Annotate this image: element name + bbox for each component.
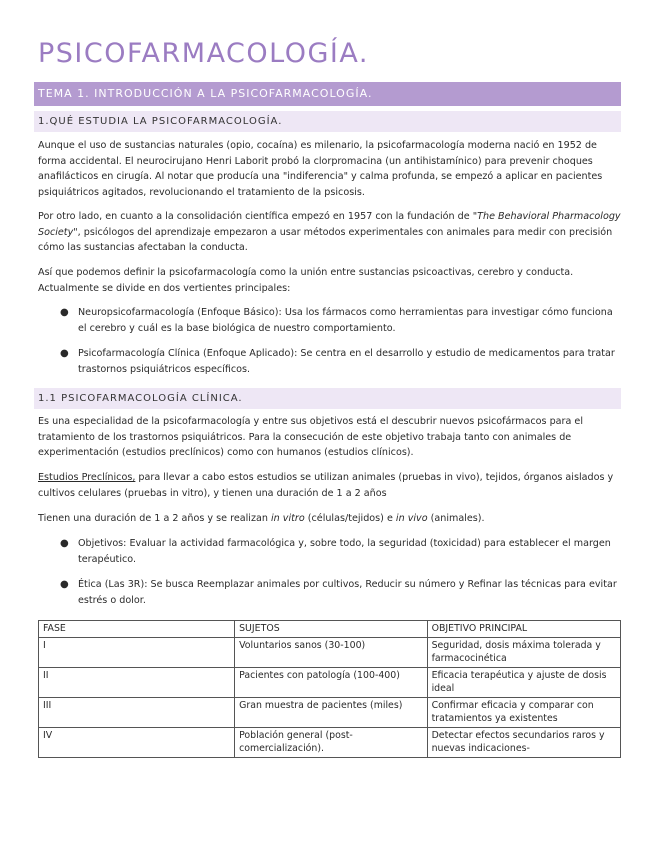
tema-heading: TEMA 1. INTRODUCCIÓN A LA PSICOFARMACOLOGÍA. [34, 82, 621, 106]
preclinical-text: para llevar a cabo estos estudios se utilizan animales (pruebas in vivo), tejidos, órganos aislados y cultivos celulares (pruebas in vitro), y tienen una duración de 1 a 2 años [38, 472, 614, 499]
table-row [39, 698, 621, 728]
table-row [39, 728, 621, 758]
preclinical-term: Estudios Preclínicos, [38, 472, 136, 483]
bullet-item [60, 536, 618, 567]
document-title: PSICOFARMACOLOGÍA. [38, 38, 369, 69]
p6-in-vivo: in vivo [395, 513, 428, 524]
paragraph-consolidation [38, 209, 621, 256]
paragraph-preclinical [38, 470, 621, 501]
table-row [39, 638, 621, 668]
bullet-icon: ● [60, 307, 69, 318]
paragraph-duration [38, 511, 621, 527]
bullet-item [60, 577, 618, 608]
p6-a: Tienen una duración de 1 a 2 años y se realizan [38, 513, 271, 524]
bullet-text: Ética (Las 3R): Se busca Reemplazar animales por cultivos, Reducir su número y Refinar las técnicas para evitar estrés o dolor. [78, 579, 617, 606]
section1-heading: 1.QUÉ ESTUDIA LA PSICOFARMACOLOGÍA. [34, 111, 621, 132]
paragraph-history: Aunque el uso de sustancias naturales (opio, cocaína) es milenario, la psicofarmacología moderna nació en 1952 de forma accidental. El neurocirujano Henri Laborit probó la clorpromacina (un antihistamínico) para prevenir choques anafilácticos en cirugía. Al notar que producía una "indiferencia" y calma profunda, se empezó a aplicar en pacientes psiquiátricos agitados, revolucionando el tratamiento de la psicosis. [38, 140, 603, 198]
table-row [39, 668, 621, 698]
bullet-text: Objetivos: Evaluar la actividad farmacológica y, sobre todo, la seguridad (toxicidad) para establecer el margen terapéutico. [78, 538, 611, 565]
table-cell: III [39, 698, 235, 728]
p2-society-name: "The Behavioral Pharmacology Society" [38, 211, 621, 238]
table-cell: Detectar efectos secundarios raros y nuevas indicaciones- [427, 728, 620, 758]
bullet-item [60, 346, 618, 377]
bullet-text: Psicofarmacología Clínica (Enfoque Aplicado): Se centra en el desarrollo y estudio de medicamentos para tratar trastornos psiquiátricos específicos. [78, 348, 615, 375]
table-cell: I [39, 638, 235, 668]
p6-b: (células/tejidos) e [304, 513, 396, 524]
table-cell: IV [39, 728, 235, 758]
table-header-cell: FASE [39, 621, 235, 638]
p2-text-b: , psicólogos del aprendizaje empezaron a usar métodos experimentales con animales para medir con precisión cómo las sustancias afectaban la conducta. [38, 226, 613, 253]
table-cell: Eficacia terapéutica y ajuste de dosis ideal [427, 668, 620, 698]
table-header-cell: OBJETIVO PRINCIPAL [427, 621, 620, 638]
table-cell: Voluntarios sanos (30-100) [235, 638, 427, 668]
paragraph-clinical: Es una especialidad de la psicofarmacología y entre sus objetivos está el descubrir nuevos psicofármacos para el tratamiento de los trastornos psiquiátricos. Para la consecución de este objetivo trabaja tanto con animales de experimentación (estudios preclínicos) como con humanos (estudios clínicos). [38, 416, 583, 458]
bullet-text: Neuropsicofarmacología (Enfoque Básico): Usa los fármacos como herramientas para investigar cómo funciona el cerebro y cuál es la base biológica de nuestro comportamiento. [78, 307, 613, 334]
p2-text-a: Por otro lado, en cuanto a la consolidación científica empezó en 1957 con la fundación de [38, 211, 473, 222]
bullet-item [60, 305, 618, 336]
bullet-icon: ● [60, 579, 69, 590]
paragraph-definition: Así que podemos definir la psicofarmacología como la unión entre sustancias psicoactivas, cerebro y conducta. Actualmente se divide en dos vertientes principales: [38, 267, 574, 294]
table-header-cell: SUJETOS [235, 621, 427, 638]
table-cell: II [39, 668, 235, 698]
table-cell: Pacientes con patología (100-400) [235, 668, 427, 698]
p6-in-vitro: in vitro [271, 513, 305, 524]
table-cell: Confirmar eficacia y comparar con tratamientos ya existentes [427, 698, 620, 728]
table-cell: Seguridad, dosis máxima tolerada y farmacocinética [427, 638, 620, 668]
bullet-icon: ● [60, 348, 69, 359]
bullet-icon: ● [60, 538, 69, 549]
section2-heading: 1.1 PSICOFARMACOLOGÍA CLÍNICA. [34, 388, 621, 409]
table-cell: Gran muestra de pacientes (miles) [235, 698, 427, 728]
table-header-row [39, 621, 621, 638]
phases-table [38, 620, 621, 758]
table-cell: Población general (post-comercialización). [235, 728, 427, 758]
p6-c: (animales). [427, 513, 485, 524]
